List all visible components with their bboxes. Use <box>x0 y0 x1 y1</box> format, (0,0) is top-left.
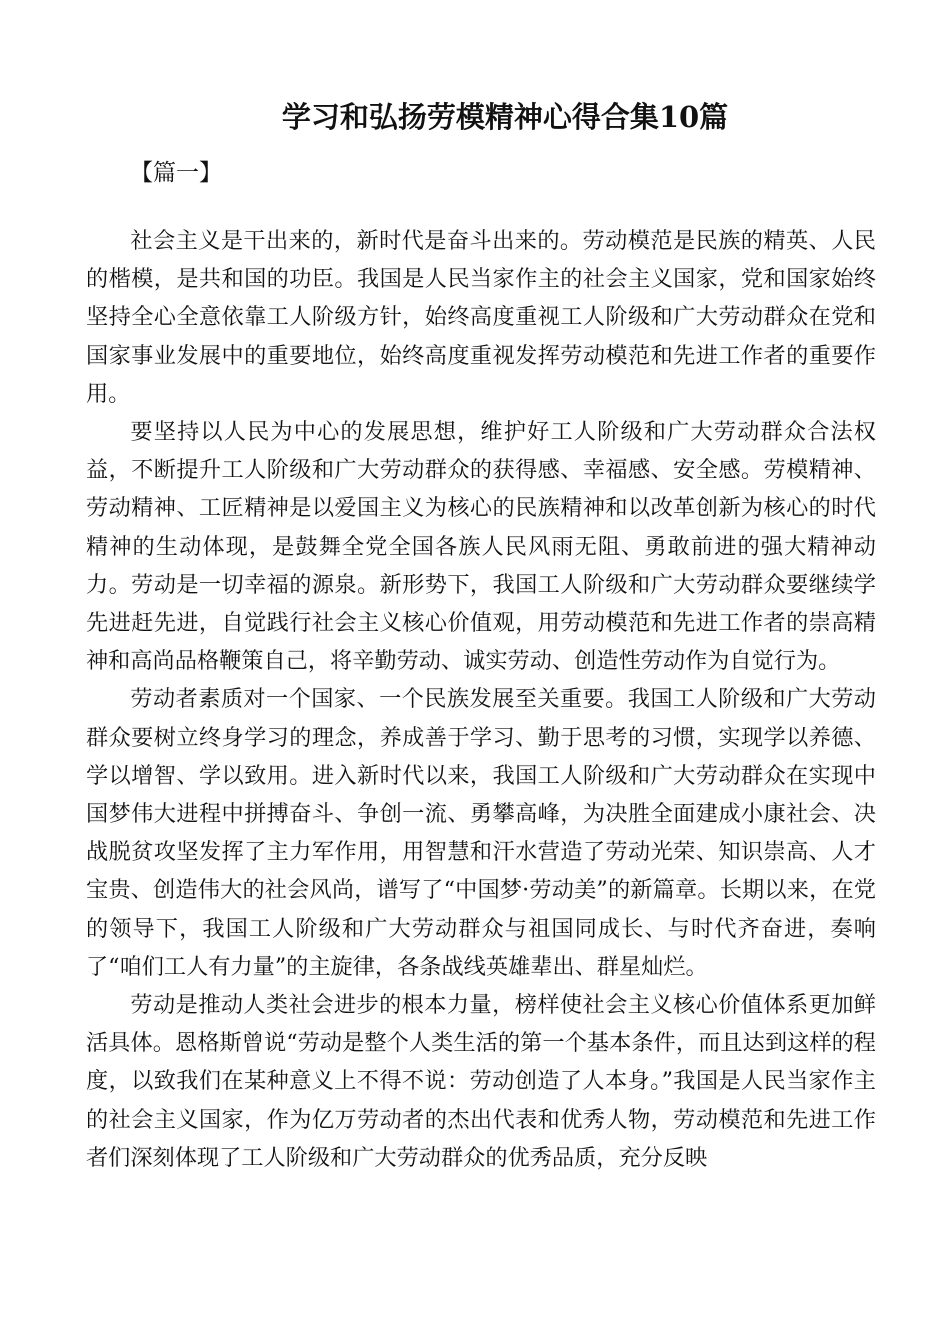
paragraph-4: 劳动是推动人类社会进步的根本力量，榜样使社会主义核心价值体系更加鲜活具体。恩格斯曾说“劳动是整个人类生活的第一个基本条件，而且达到这样的程度，以致我们在某种意义上不得不说：劳动创造了人本身。”我国是人民当家作主的社会主义国家，作为亿万劳动者的杰出代表和优秀人物，劳动模范和先进工作者们深刻体现了工人阶级和广大劳动群众的优秀品质，充分反映 <box>86 992 876 1171</box>
paragraph-2: 要坚持以人民为中心的发展思想，维护好工人阶级和广大劳动群众合法权益，不断提升工人阶级和广大劳动群众的获得感、幸福感、安全感。劳模精神、劳动精神、工匠精神是以爱国主义为核心的民族精神和以改革创新为核心的时代精神的生动体现，是鼓舞全党全国各族人民风雨无阻、勇敢前进的强大精神动力。劳动是一切幸福的源泉。新形势下，我国工人阶级和广大劳动群众要继续学先进赶先进，自觉践行社会主义核心价值观，用劳动模范和先进工作者的崇高精神和高尚品格鞭策自己，将辛勤劳动、诚实劳动、创造性劳动作为自觉行为。 <box>86 419 876 675</box>
paragraph-3: 劳动者素质对一个国家、一个民族发展至关重要。我国工人阶级和广大劳动群众要树立终身学习的理念，养成善于学习、勤于思考的习惯，实现学以养德、学以增智、学以致用。进入新时代以来，我国工人阶级和广大劳动群众在实现中国梦伟大进程中拼搏奋斗、争创一流、勇攀高峰，为决胜全面建成小康社会、决战脱贫攻坚发挥了主力军作用，用智慧和汗水营造了劳动光荣、知识崇高、人才宝贵、创造伟大的社会风尚，谱写了“中国梦·劳动美”的新篇章。长期以来，在党的领导下，我国工人阶级和广大劳动群众与祖国同成长、与时代齐奋进，奏响了“咱们工人有力量”的主旋律，各条战线英雄辈出、群星灿烂。 <box>86 686 876 980</box>
document-title: 学习和弘扬劳模精神心得合集10篇 <box>281 100 729 134</box>
section-heading: 【篇一】 <box>130 160 222 186</box>
paragraph-1: 社会主义是干出来的，新时代是奋斗出来的。劳动模范是民族的精英、人民的楷模，是共和国的功臣。我国是人民当家作主的社会主义国家，党和国家始终坚持全心全意依靠工人阶级方针，始终高度重视工人阶级和广大劳动群众在党和国家事业发展中的重要地位，始终高度重视发挥劳动模范和先进工作者的重要作用。 <box>86 228 876 407</box>
document-body <box>86 222 876 1177</box>
